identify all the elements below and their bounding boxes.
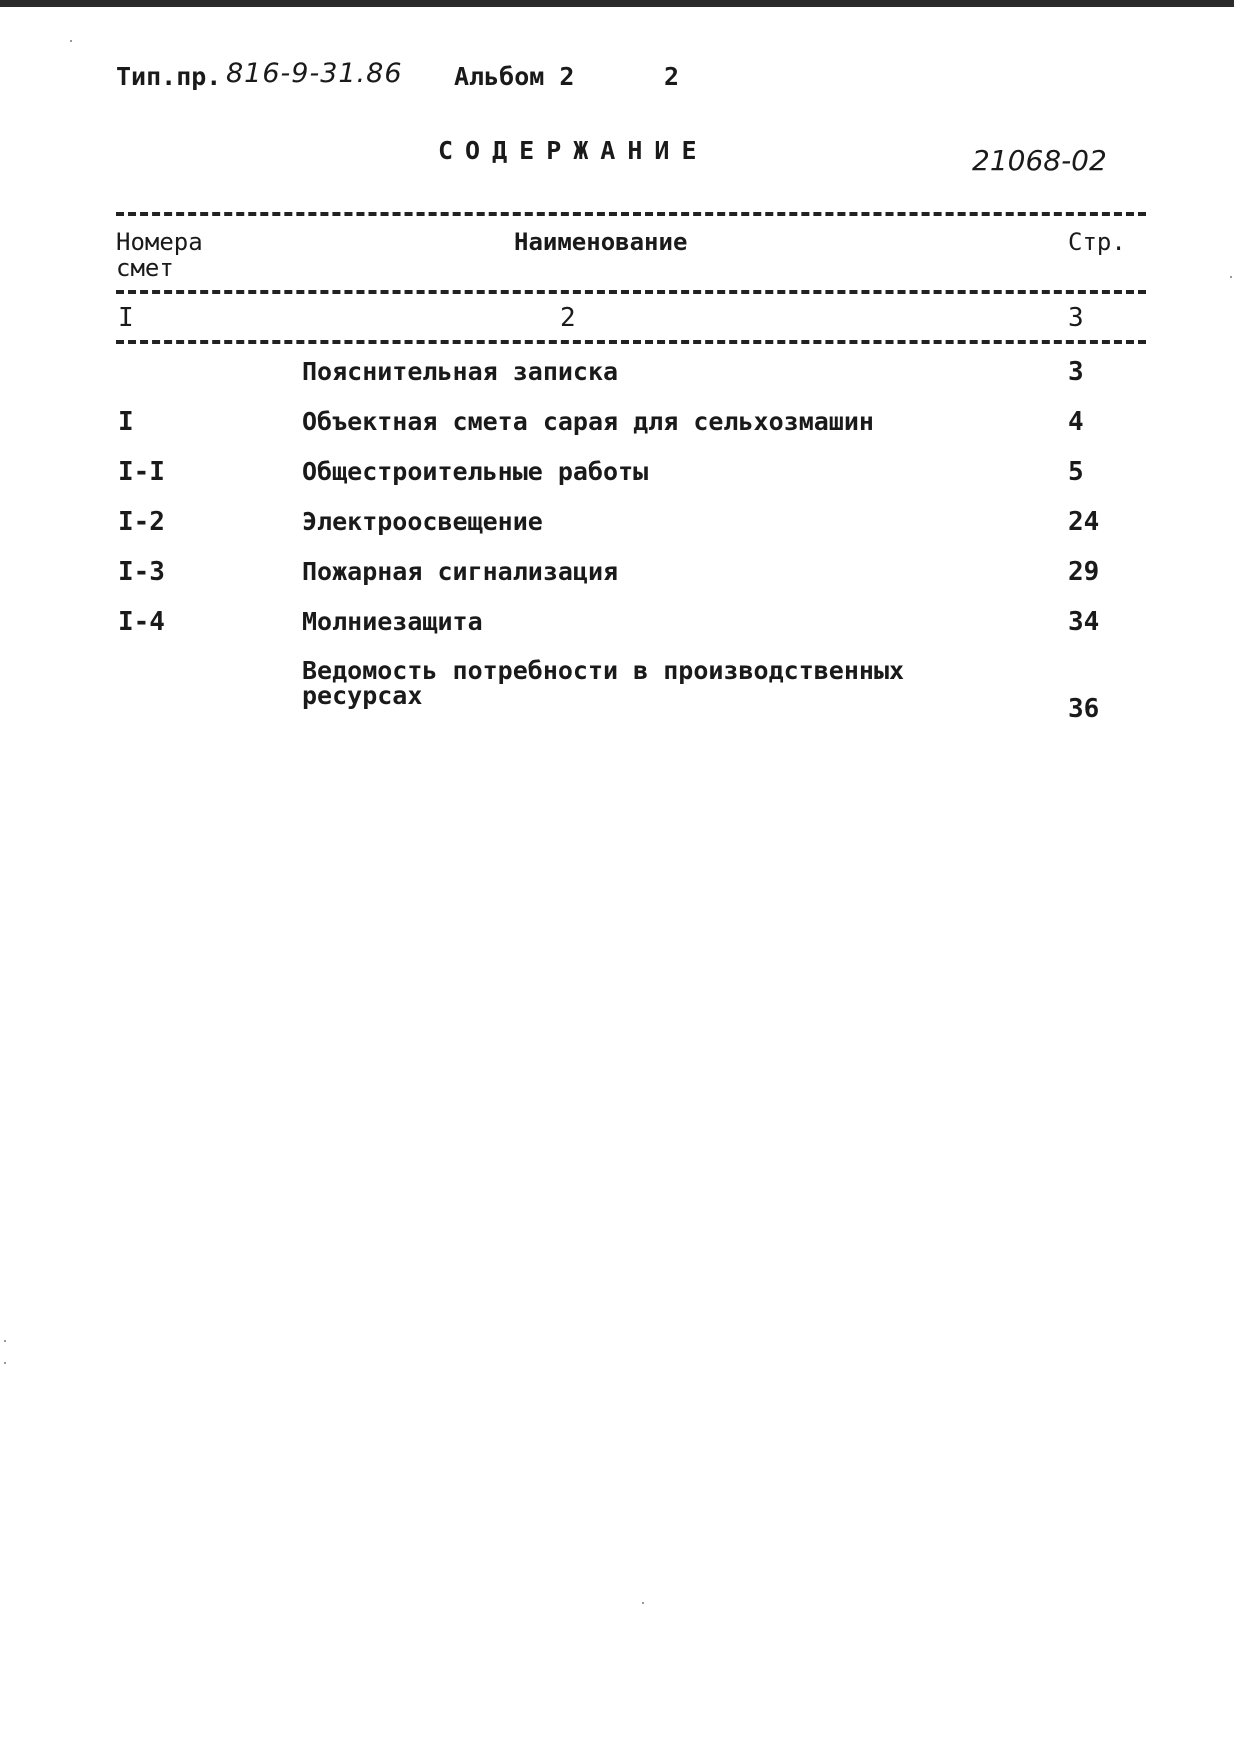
table-divider-index	[116, 340, 1146, 344]
row-name: Пояснительная записка	[302, 357, 619, 386]
document-code: 21068-02	[972, 144, 1107, 177]
row-name: Молниезащита	[302, 607, 483, 636]
page-title: СОДЕРЖАНИЕ	[438, 136, 709, 165]
row-page: 3	[1068, 357, 1084, 387]
column-index-page: 3	[1068, 303, 1084, 333]
row-number: I-3	[118, 557, 165, 587]
table-row	[0, 457, 1234, 497]
type-project-label: Тип.пр.	[116, 62, 222, 91]
column-header-page: Стр.	[1068, 228, 1126, 256]
row-number: I-4	[118, 607, 165, 637]
row-page: 24	[1068, 507, 1100, 537]
type-project-number: 816-9-31.86	[226, 58, 403, 89]
row-number: I-I	[118, 457, 165, 487]
row-name: Объектная смета сарая для сельхозмашин	[302, 407, 874, 436]
row-page: 29	[1068, 557, 1100, 587]
row-name: Электроосвещение	[302, 507, 543, 536]
scan-speck	[4, 1340, 6, 1342]
scan-speck	[70, 40, 72, 42]
column-index-number: I	[118, 303, 134, 333]
column-index-name: 2	[560, 303, 576, 333]
row-number: I-2	[118, 507, 165, 537]
album-label: Альбом 2	[454, 62, 575, 91]
table-row	[0, 407, 1234, 447]
column-header-name: Наименование	[514, 228, 688, 256]
row-name: Ведомость потребности в производственных ресурсах	[302, 656, 905, 710]
sheet-number: 2	[664, 62, 680, 91]
table-divider-header	[116, 290, 1146, 294]
table-row	[0, 507, 1234, 547]
column-header-number: Номера смет	[116, 228, 203, 282]
row-page: 5	[1068, 457, 1084, 487]
row-number: I	[118, 407, 134, 437]
row-page: 36	[1068, 694, 1100, 724]
table-row	[0, 656, 1234, 724]
scan-speck	[4, 1362, 6, 1364]
top-border	[0, 0, 1234, 7]
row-name: Пожарная сигнализация	[302, 557, 619, 586]
table-row	[0, 607, 1234, 647]
row-page: 4	[1068, 407, 1084, 437]
table-row	[0, 557, 1234, 597]
row-page: 34	[1068, 607, 1100, 637]
table-row	[0, 357, 1234, 397]
scan-speck	[642, 1602, 644, 1604]
row-name: Общестроительные работы	[302, 457, 649, 486]
table-divider-top	[116, 212, 1146, 216]
scan-speck	[1230, 276, 1232, 278]
